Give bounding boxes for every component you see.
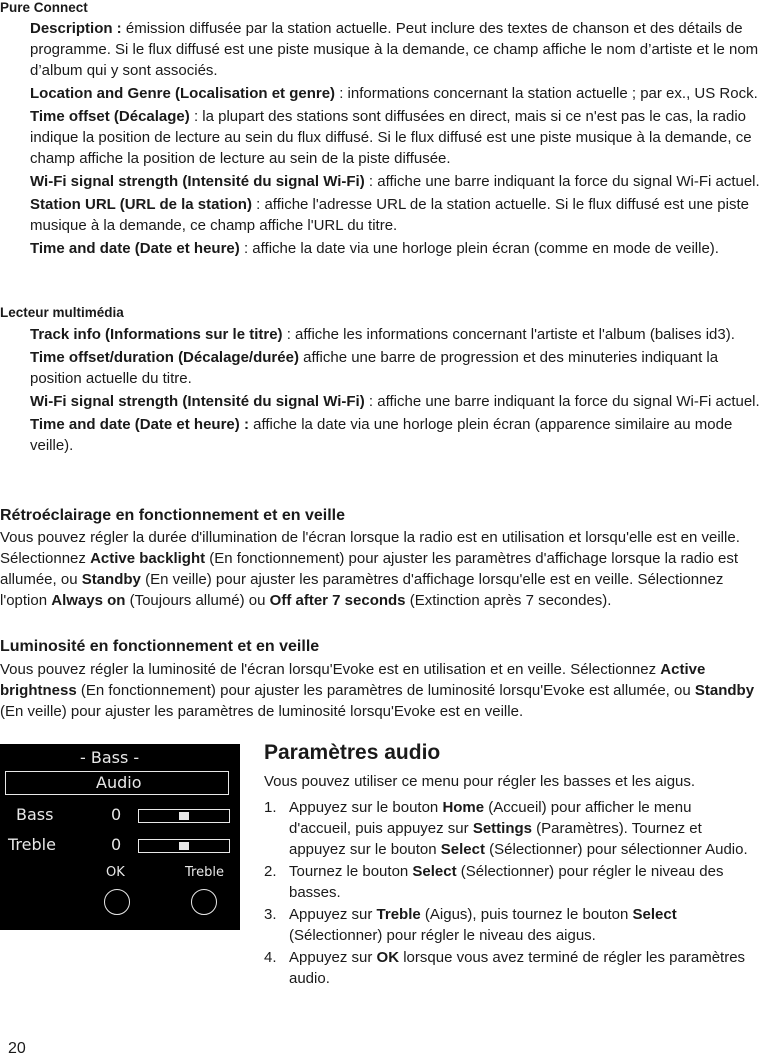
list-item: Location and Genre (Localisation et genre) : informations concernant la station actuelle ; par ex., US Rock. [30,85,758,102]
lcd-bass-value: 0 [111,805,122,824]
list-item: Description : émission diffusée par la station actuelle. Peut inclure des textes de chanson et des détails de programme. Si le flux diffusé est une piste musique à la demande, ce champ affiche le nom d’artiste et le nom d’album qui y sont associés. [30,20,759,79]
brightness-paragraph: Vous pouvez régler la luminosité de l'écran lorsqu'Evoke est en utilisation et en veille. Sélectionnez Active brightness (En fonctionnement) pour ajuster les paramètres de luminosité lorsqu'Evoke est allumée, ou Standby (En veille) pour ajuster les paramètres de luminosité lorsqu'Evoke est en veille. [0,661,755,720]
page-number: 20 [8,1040,26,1057]
slider-knob [179,812,189,820]
list-item: Time and date (Date et heure) : affiche la date via une horloge plein écran (apparence similaire au mode veille). [30,416,733,454]
list-item: 4. Appuyez sur OK lorsque vous avez terminé de régler les paramètres audio. [264,949,746,987]
audio-steps [264,797,754,989]
list-item: Time offset/duration (Décalage/durée) affiche une barre de progression et des minuteries indiquant la position actuelle du titre. [30,349,719,387]
lcd-title: - Bass - [80,748,140,767]
audio-intro: Vous pouvez utiliser ce menu pour régler les basses et les aigus. [264,773,696,790]
lcd-bass-label: Bass [16,805,54,824]
lcd-treble-value: 0 [111,835,122,854]
lcd-treble-slider [138,839,230,853]
lcd-treble-button-label: Treble [185,865,224,880]
lcd-selected-item: Audio [96,773,142,792]
backlight-heading: Rétroéclairage en fonctionnement et en veille [0,507,345,524]
list-item: Time and date (Date et heure) : affiche la date via une horloge plein écran (comme en mode de veille). [30,240,719,257]
lcd-treble-label: Treble [8,835,56,854]
media-player-heading: Lecteur multimédia [0,305,124,320]
pure-connect-list [30,18,766,259]
list-item: 1. Appuyez sur le bouton Home (Accueil) pour afficher le menu d'accueil, puis appuyez sur Settings (Paramètres). Tournez et appuyez sur le bouton Select (Sélectionner) pour sélectionner Audio. [264,799,748,858]
lcd-bass-slider [138,809,230,823]
lcd-ok-label: OK [106,865,125,880]
list-item: Time offset (Décalage) : la plupart des stations sont diffusées en direct, mais si ce n'est pas le cas, la radio indique la position de lecture au sein du flux diffusé. Si le flux diffusé est une piste musique à la demande, ce champ affiche la position de lecture au sein de la piste diffusée. [30,108,752,167]
pure-connect-heading: Pure Connect [0,0,88,15]
backlight-paragraph: Vous pouvez régler la durée d'illumination de l'écran lorsque la radio est en utilisation et lorsqu'elle est en veille. Sélectionnez Active backlight (En fonctionnement) pour ajuster les paramètres d'affichage lorsque la radio est allumée, ou Standby (En veille) pour ajuster les paramètres d'affichage lorsqu'elle est en veille. Sélectionnez l'option Always on (Toujours allumé) ou Off after 7 seconds (Extinction après 7 secondes). [0,529,740,609]
ok-button-icon [104,889,130,915]
list-item: Wi-Fi signal strength (Intensité du signal Wi-Fi) : affiche une barre indiquant la force du signal Wi-Fi actuel. [30,173,760,190]
list-item: 3. Appuyez sur Treble (Aigus), puis tournez le bouton Select (Sélectionner) pour régler le niveau des aigus. [264,906,677,944]
list-item: Track info (Informations sur le titre) : affiche les informations concernant l'artiste et l'album (balises id3). [30,326,735,343]
slider-knob [179,842,189,850]
brightness-heading: Luminosité en fonctionnement et en veille [0,638,320,655]
audio-heading: Paramètres audio [264,741,441,764]
lcd-display [0,744,240,930]
media-player-list [30,324,766,456]
list-item: Wi-Fi signal strength (Intensité du signal Wi-Fi) : affiche une barre indiquant la force du signal Wi-Fi actuel. [30,393,760,410]
treble-button-icon [191,889,217,915]
list-item: Station URL (URL de la station) : affiche l'adresse URL de la station actuelle. Si le flux diffusé est une piste musique à la demande, ce champ affiche l'URL du titre. [30,196,749,234]
list-item: 2. Tournez le bouton Select (Sélectionner) pour régler le niveau des basses. [264,863,724,901]
